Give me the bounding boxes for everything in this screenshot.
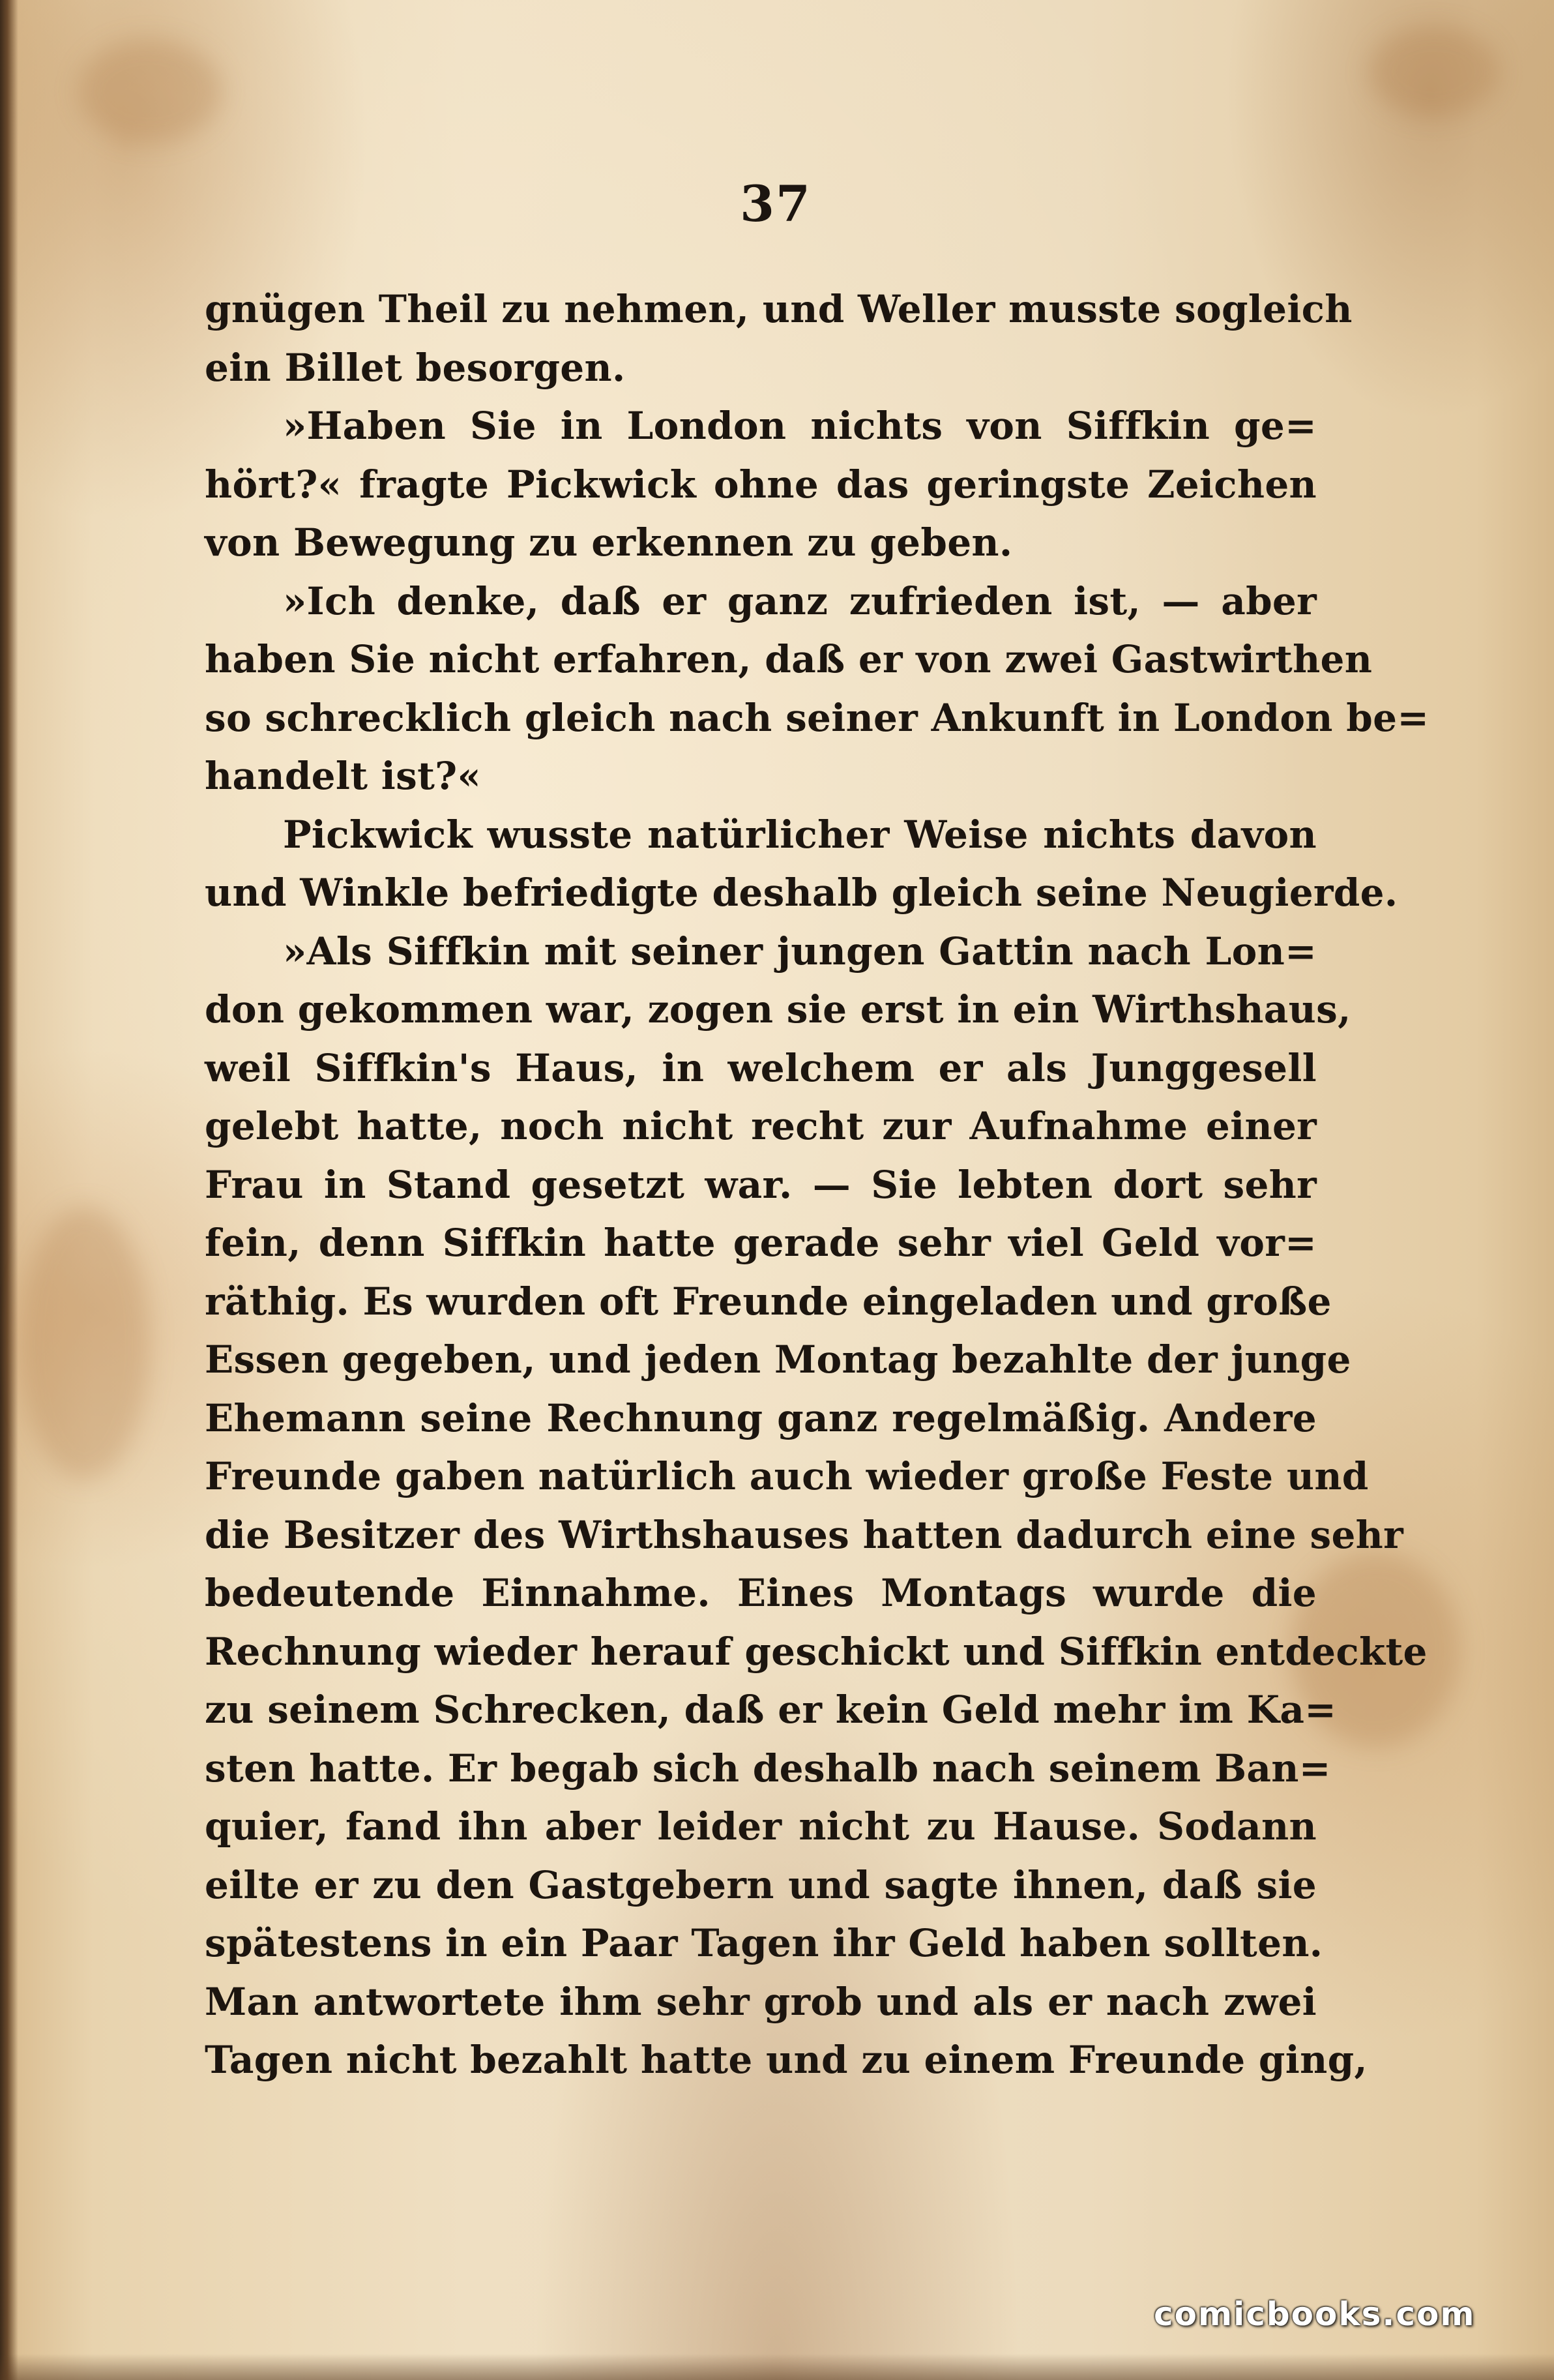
text-line: Rechnung wieder herauf geschickt und Siffkin entdeckte [205,1629,1428,1674]
page-binding-edge [0,0,18,2380]
text-line: gnügen Theil zu nehmen, und Weller musste sogleich [205,287,1353,331]
age-stain [1369,26,1499,117]
text-line: Freunde gaben natürlich auch wieder große Feste und [205,1454,1369,1498]
text-line: »Ich denke, daß er ganz zufrieden ist, — aber [283,578,1317,623]
text-line: zu seinem Schrecken, daß er kein Geld mehr im Ka= [205,1688,1337,1732]
age-stain [78,39,222,143]
age-stain [20,1206,150,1480]
text-line: bedeutende Einnahme. Eines Montags wurde die [205,1571,1317,1615]
text-line: eilte er zu den Gastgebern und sagte ihnen, daß sie [205,1862,1317,1907]
text-line: weil Siffkin's Haus, in welchem er als Junggesell [205,1045,1317,1090]
text-line: Man antwortete ihm sehr grob und als er nach zwei [205,1979,1317,2024]
text-line: ein Billet besorgen. [205,345,626,390]
text-line: Tagen nicht bezahlt hatte und zu einem Freunde ging, [205,2038,1368,2082]
text-line: Frau in Stand gesetzt war. — Sie lebten dort sehr [205,1162,1317,1207]
text-line: spätestens in ein Paar Tagen ihr Geld haben sollten. [205,1921,1323,1965]
text-line: und Winkle befriedigte deshalb gleich seine Neugierde. [205,870,1398,915]
text-line: hört?« fragte Pickwick ohne das geringste Zeichen [205,462,1317,507]
text-line: »Haben Sie in London nichts von Siffkin ge= [283,404,1317,448]
text-line: so schrecklich gleich nach seiner Ankunft in London be= [205,695,1429,740]
page-number: 37 [740,175,812,233]
text-line: don gekommen war, zogen sie erst in ein Wirthshaus, [205,987,1351,1032]
text-line: die Besitzer des Wirthshauses hatten dadurch eine sehr [205,1512,1403,1557]
text-line: Essen gegeben, und jeden Montag bezahlte der junge [205,1337,1351,1382]
text-line: Ehemann seine Rechnung ganz regelmäßig. Andere [205,1395,1317,1440]
body-text [205,280,1429,2090]
text-line: räthig. Es wurden oft Freunde eingeladen und große [205,1279,1332,1324]
text-line: sten hatte. Er begab sich deshalb nach seinem Ban= [205,1746,1331,1791]
text-line: quier, fand ihn aber leider nicht zu Hause. Sodann [205,1804,1317,1849]
text-line: gelebt hatte, noch nicht recht zur Aufnahme einer [205,1104,1317,1148]
text-line: handelt ist?« [205,754,482,798]
page-bottom-edge [0,2354,1554,2380]
text-line: Pickwick wusste natürlicher Weise nichts davon [283,812,1317,857]
text-line: von Bewegung zu erkennen zu geben. [205,520,1013,565]
text-line: haben Sie nicht erfahren, daß er von zwei Gastwirthen [205,637,1373,681]
text-line: fein, denn Siffkin hatte gerade sehr viel Geld vor= [205,1221,1317,1265]
text-line: »Als Siffkin mit seiner jungen Gattin nach Lon= [283,929,1317,974]
watermark: comicbooks.com [1154,2295,1476,2333]
